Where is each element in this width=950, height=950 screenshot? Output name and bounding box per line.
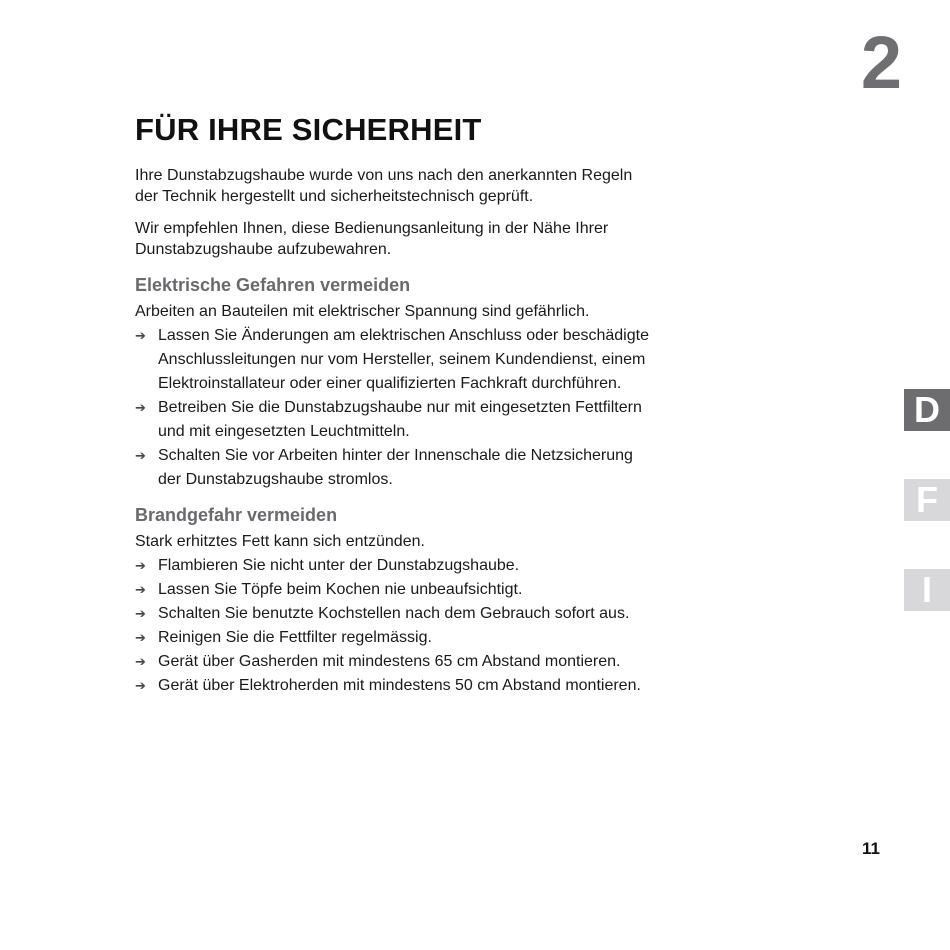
list-item: ➔ Gerät über Gasherden mit mindestens 65 cm Abstand montieren. (135, 650, 641, 674)
list-item: ➔ Gerät über Elektroherden mit mindestens 50 cm Abstand montieren. (135, 674, 641, 698)
arrow-right-icon: ➔ (135, 630, 146, 645)
arrow-right-icon: ➔ (135, 328, 146, 343)
chapter-number: 2 (860, 21, 902, 104)
intro-paragraph-2: Wir empfehlen Ihnen, diese Bedienungsanleitung in der Nähe Ihrer Dunstabzugshaube aufzubewahren. (135, 220, 609, 258)
electric-hazard-list (135, 324, 649, 492)
arrow-right-icon: ➔ (135, 558, 146, 573)
arrow-right-icon: ➔ (135, 606, 146, 621)
list-item: ➔ Lassen Sie Töpfe beim Kochen nie unbeaufsichtigt. (135, 578, 641, 602)
section-lead-electric: Arbeiten an Bauteilen mit elektrischer Spannung sind gefährlich. (135, 303, 590, 320)
list-item: ➔ Schalten Sie vor Arbeiten hinter der Innenschale die Netzsicherung der Dunstabzugshaube stromlos. (135, 444, 649, 492)
intro-paragraph-1: Ihre Dunstabzugshaube wurde von uns nach den anerkannten Regeln der Technik hergestellt und sicherheitstechnisch geprüft. (135, 167, 633, 205)
page-title: FÜR IHRE SICHERHEIT (135, 112, 482, 147)
arrow-right-icon: ➔ (135, 654, 146, 669)
arrow-right-icon: ➔ (135, 448, 146, 463)
list-item: ➔ Lassen Sie Änderungen am elektrischen Anschluss oder beschädigte Anschlussleitungen nur vom Hersteller, seinem Kundendienst, einem Elektroinstallateur oder einer qualifizierten Fachkraft durchführen. (135, 324, 649, 396)
page-number: 11 (862, 839, 880, 858)
section-heading-fire: Brandgefahr vermeiden (135, 505, 338, 525)
language-tab-i[interactable]: I (904, 569, 950, 611)
list-item: ➔ Betreiben Sie die Dunstabzugshaube nur mit eingesetzten Fettfiltern und mit eingesetzten Leuchtmitteln. (135, 396, 649, 444)
language-tab-f[interactable]: F (904, 479, 950, 521)
fire-hazard-list (135, 554, 641, 698)
list-item: ➔ Schalten Sie benutzte Kochstellen nach dem Gebrauch sofort aus. (135, 602, 641, 626)
language-tab-d[interactable]: D (904, 389, 950, 431)
section-lead-fire: Stark erhitztes Fett kann sich entzünden. (135, 533, 425, 550)
list-item: ➔ Flambieren Sie nicht unter der Dunstabzugshaube. (135, 554, 641, 578)
arrow-right-icon: ➔ (135, 400, 146, 415)
arrow-right-icon: ➔ (135, 582, 146, 597)
arrow-right-icon: ➔ (135, 678, 146, 693)
list-item: ➔ Reinigen Sie die Fettfilter regelmässig. (135, 626, 641, 650)
section-heading-electric: Elektrische Gefahren vermeiden (135, 275, 411, 295)
